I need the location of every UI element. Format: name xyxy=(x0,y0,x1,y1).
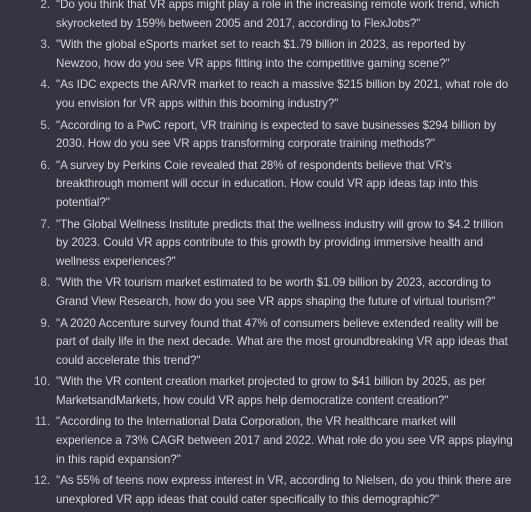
item-text: "The Global Wellness Institute predicts that the wellness industry will grow to $4.2 trillion by 2023. Could VR apps contribute to this growth by providing immersive health and wellness experiences?" xyxy=(56,217,504,268)
list-item xyxy=(0,413,531,469)
item-text: "With the VR tourism market estimated to be worth $1.09 billion by 2023, according to Grand View Research, how do you see VR apps shaping the future of virtual tourism?" xyxy=(56,276,496,308)
list-item xyxy=(0,0,531,33)
item-text: "According to the International Data Corporation, the VR healthcare market will experience a 73% CAGR between 2017 and 2022. What role do you see VR apps playing in this rapid expansion?" xyxy=(56,415,513,466)
item-text: "Do you think that VR apps might play a role in the increasing remote work trend, which skyrocketed by 159% between 2005 and 2017, according to FlexJobs?" xyxy=(56,0,500,30)
list-item xyxy=(0,117,531,154)
item-text: "With the VR content creation market projected to grow to $41 billion by 2025, as per MarketsandMarkets, how could VR apps help democratize content creation?" xyxy=(56,375,486,407)
list-item xyxy=(0,472,531,509)
list-item xyxy=(0,157,531,213)
item-number: 6. xyxy=(40,158,50,172)
item-text: "A 2020 Accenture survey found that 47% of consumers believe extended reality will be part of daily life in the next decade. What are the most groundbreaking VR app ideas that could accelerate this trend?" xyxy=(56,316,508,367)
list-item xyxy=(0,36,531,73)
item-text: "As 55% of teens now express interest in VR, according to Nielsen, do you think there are unexplored VR app ideas that could cater specifically to this demographic?" xyxy=(56,474,512,506)
item-number: 11. xyxy=(34,415,50,429)
item-number: 7. xyxy=(40,217,50,231)
item-text: "As IDC expects the AR/VR market to reach a massive $215 billion by 2021, what role do you envision for VR apps within this booming industry?" xyxy=(56,78,509,110)
list-item xyxy=(0,216,531,272)
item-number: 9. xyxy=(40,316,50,330)
item-number: 5. xyxy=(40,118,50,132)
list-item xyxy=(0,76,531,113)
item-text: "A survey by Perkins Coie revealed that 28% of respondents believe that VR's breakthrough moment will occur in education. How could VR app ideas tap into this potential?" xyxy=(56,158,478,209)
item-number: 12. xyxy=(34,474,50,488)
item-number: 3. xyxy=(40,38,50,52)
item-number: 2. xyxy=(40,0,50,11)
item-number: 10. xyxy=(34,375,50,389)
item-number: 4. xyxy=(40,78,50,92)
list-item xyxy=(0,373,531,410)
item-number: 8. xyxy=(40,276,50,290)
list-item xyxy=(0,274,531,311)
item-text: "With the global eSports market set to reach $1.79 billion in 2023, as reported by Newzoo, how do you see VR apps fitting into the competitive gaming scene?" xyxy=(56,38,466,70)
item-text: "According to a PwC report, VR training is expected to save businesses $294 billion by 2030. How do you see VR apps transforming corporate training methods?" xyxy=(56,118,496,151)
list-item xyxy=(0,315,531,371)
